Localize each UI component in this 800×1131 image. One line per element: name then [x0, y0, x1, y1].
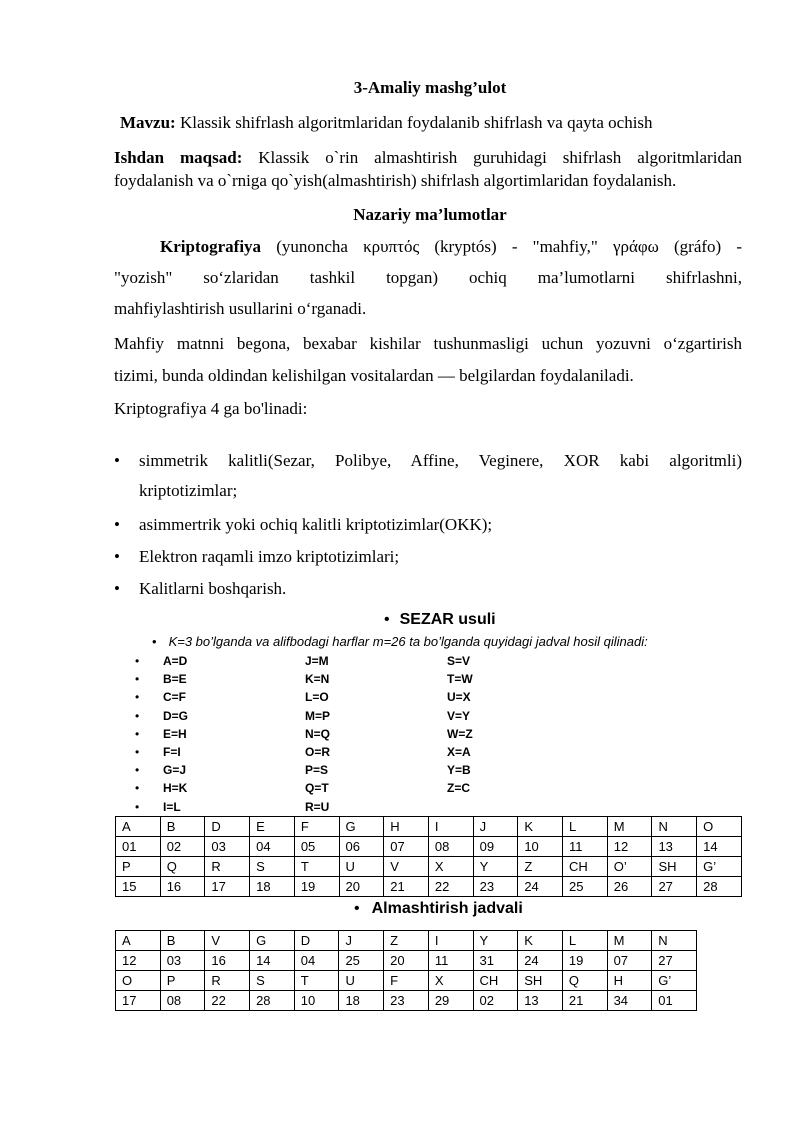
table-cell: 24: [518, 951, 563, 971]
crypto-text-1: (yunoncha κρυπτός (kryptós) - "mahfiy," γράφω (gráfo) -: [261, 237, 742, 256]
mapping-item: • E=H: [135, 726, 187, 741]
mapping-item: J=M: [305, 654, 329, 668]
alphabet-table: [115, 816, 742, 897]
mapping-item: • B=E: [135, 672, 187, 687]
table-cell: 27: [652, 877, 697, 897]
table-cell: J: [473, 817, 518, 837]
mapping-item: Q=T: [305, 781, 329, 796]
table-cell: 23: [384, 991, 429, 1011]
table-cell: 13: [652, 837, 697, 857]
mapping-item: O=R: [305, 744, 331, 759]
table-cell: 10: [518, 837, 563, 857]
table-cell: 19: [294, 877, 339, 897]
bullet-item-2: [114, 515, 493, 535]
substitution-heading-text: Almashtirish jadvali: [371, 900, 523, 917]
table-cell: A: [116, 931, 161, 951]
table-cell: E: [250, 817, 295, 837]
table-cell: 03: [205, 837, 250, 857]
goal-label: Ishdan maqsad:: [114, 148, 243, 167]
table-cell: 21: [562, 991, 607, 1011]
bullet-dot: •: [114, 579, 120, 598]
section-heading: [0, 205, 800, 225]
table-cell: 04: [294, 951, 339, 971]
bullet-text-1a: simmetrik kalitli(Sezar, Polibye, Affine, Veginere, XOR kabi algoritmli): [139, 451, 742, 470]
table-cell: S: [250, 971, 295, 991]
table-cell: O: [697, 817, 742, 837]
mapping-item: P=S: [305, 763, 329, 778]
table-cell: M: [607, 931, 652, 951]
table-cell: 28: [697, 877, 742, 897]
table-cell: 01: [652, 991, 697, 1011]
table-cell: Y: [473, 857, 518, 877]
table-row: [116, 817, 742, 837]
bullet-item-3: [114, 547, 400, 567]
table-cell: 05: [294, 837, 339, 857]
mapping-item: • G=J: [135, 763, 187, 778]
mapping-column-1: [135, 652, 188, 816]
table-cell: 12: [607, 837, 652, 857]
bullet-dot: •: [114, 515, 120, 534]
table-cell: 26: [607, 877, 652, 897]
mapping-item: N=Q: [305, 726, 331, 741]
table-cell: D: [294, 931, 339, 951]
sezar-heading-text: SEZAR usuli: [399, 611, 496, 628]
table-cell: O: [116, 971, 161, 991]
bullet-text-2: asimmertrik yoki ochiq kalitli kriptotizimlar(OKK);: [139, 515, 493, 534]
table-cell: H: [607, 971, 652, 991]
crypto-term: Kriptografiya: [160, 237, 262, 256]
mapping-item: L=O: [305, 690, 329, 705]
table-cell: CH: [563, 857, 608, 877]
table-cell: 31: [473, 951, 518, 971]
table-cell: K: [518, 931, 563, 951]
table-cell: 12: [116, 951, 161, 971]
table-row: [116, 991, 697, 1011]
topic-label: Mavzu:: [120, 113, 176, 132]
table-row: [116, 931, 697, 951]
table-cell: B: [160, 931, 205, 951]
table-row: [116, 837, 742, 857]
table-cell: X: [428, 857, 473, 877]
bullet-dot: •: [114, 547, 120, 566]
table-cell: 04: [250, 837, 295, 857]
table-cell: 01: [116, 837, 161, 857]
table-cell: V: [384, 857, 429, 877]
mapping-item: K=N: [305, 672, 330, 687]
mapping-item: X=A: [447, 744, 471, 759]
topic-line: [120, 113, 653, 133]
table-cell: V: [205, 931, 250, 951]
table-cell: 09: [473, 837, 518, 857]
table-cell: 07: [384, 837, 429, 857]
table-cell: 22: [428, 877, 473, 897]
crypto-line-2: "yozish" so‘zlaridan tashkil topgan) ochiq ma’lumotlarni shifrlashni,: [114, 268, 742, 287]
table-cell: 17: [116, 991, 161, 1011]
table-cell: 24: [518, 877, 563, 897]
table-cell: 16: [205, 951, 250, 971]
table-cell: 10: [294, 991, 339, 1011]
table-cell: 18: [339, 991, 384, 1011]
table-row: [116, 857, 742, 877]
mapping-item: • D=G: [135, 708, 189, 723]
mapping-item: Z=C: [447, 781, 471, 796]
mapping-item: Y=B: [447, 763, 471, 778]
table-cell: T: [294, 971, 339, 991]
mapping-column-3: [447, 652, 473, 798]
table-cell: K: [518, 817, 563, 837]
bullet-dot: •: [354, 900, 360, 917]
sezar-heading: [384, 611, 496, 629]
table-cell: G’: [652, 971, 697, 991]
table-cell: H: [384, 817, 429, 837]
table-cell: Q: [562, 971, 607, 991]
substitution-table: [115, 930, 697, 1011]
table-cell: L: [563, 817, 608, 837]
table-cell: CH: [473, 971, 518, 991]
table-cell: F: [294, 817, 339, 837]
table-cell: T: [294, 857, 339, 877]
table-cell: F: [384, 971, 429, 991]
mapping-item: • H=K: [135, 781, 188, 796]
table-cell: 06: [339, 837, 384, 857]
table-cell: 11: [563, 837, 608, 857]
table-cell: 02: [473, 991, 518, 1011]
table-cell: U: [339, 971, 384, 991]
bullet-dot: •: [152, 634, 157, 649]
table-cell: 08: [428, 837, 473, 857]
table-cell: P: [160, 971, 205, 991]
table-cell: Z: [384, 931, 429, 951]
bullet-item-4: [114, 579, 287, 599]
table-cell: 20: [384, 951, 429, 971]
table-cell: SH: [518, 971, 563, 991]
bullet-text-1b: kriptotizimlar;: [139, 481, 238, 500]
table-cell: 34: [607, 991, 652, 1011]
table-cell: 13: [518, 991, 563, 1011]
mapping-column-2: [305, 652, 330, 816]
mapping-item: • F=I: [135, 744, 181, 759]
table-cell: G: [250, 931, 295, 951]
goal-line-1: [114, 148, 742, 168]
table-cell: 03: [160, 951, 205, 971]
section-heading-text: Nazariy ma’lumotlar: [353, 205, 507, 224]
mapping-item: • C=F: [135, 690, 187, 705]
table-cell: 21: [384, 877, 429, 897]
para3: Kriptografiya 4 ga bo'linadi:: [114, 399, 308, 418]
table-cell: B: [160, 817, 205, 837]
table-cell: Y: [473, 931, 518, 951]
substitution-heading: [354, 900, 523, 918]
table-row: [116, 971, 697, 991]
para2-line-1: Mahfiy matnni begona, bexabar kishilar tushunmasligi uchun yozuvni o‘zgartirish: [114, 334, 742, 353]
goal-line-2: foydalanish va o`rniga qo`yish(almashtirish) shifrlash algortimlaridan foydalanish.: [114, 171, 677, 190]
bullet-dot: •: [384, 611, 390, 628]
table-row: [116, 877, 742, 897]
table-cell: SH: [652, 857, 697, 877]
table-cell: 28: [250, 991, 295, 1011]
page-title-text: 3-Amaliy mashg’ulot: [353, 78, 507, 97]
table-cell: 07: [607, 951, 652, 971]
mapping-item: M=P: [305, 708, 331, 723]
bullet-dot: •: [114, 451, 120, 470]
table-cell: 18: [250, 877, 295, 897]
sezar-note: [152, 634, 648, 649]
table-cell: O’: [607, 857, 652, 877]
topic-text: Klassik shifrlash algoritmlaridan foydalanib shifrlash va qayta ochish: [175, 113, 653, 132]
table-cell: 14: [697, 837, 742, 857]
table-cell: R: [205, 971, 250, 991]
table-cell: D: [205, 817, 250, 837]
mapping-item: T=W: [447, 672, 473, 687]
table-cell: 20: [339, 877, 384, 897]
table-cell: S: [250, 857, 295, 877]
mapping-item: S=V: [447, 654, 471, 668]
table-cell: 08: [160, 991, 205, 1011]
table-cell: Z: [518, 857, 563, 877]
sezar-note-text: K=3 bo’lganda va alifbodagi harflar m=26 ta bo’lganda quyidagi jadval hosil qilinadi:: [168, 634, 648, 649]
table-cell: 11: [428, 951, 473, 971]
table-cell: 22: [205, 991, 250, 1011]
table-cell: 23: [473, 877, 518, 897]
bullet-item-1: [114, 451, 742, 501]
page-title: [0, 78, 800, 98]
table-cell: N: [652, 931, 697, 951]
table-cell: 19: [562, 951, 607, 971]
table-cell: 14: [250, 951, 295, 971]
table-cell: Q: [160, 857, 205, 877]
mapping-item: • I=L: [135, 799, 181, 814]
table-cell: 02: [160, 837, 205, 857]
table-cell: X: [428, 971, 473, 991]
mapping-item: R=U: [305, 799, 330, 814]
bullet-text-4: Kalitlarni boshqarish.: [139, 579, 287, 598]
table-cell: L: [562, 931, 607, 951]
table-cell: U: [339, 857, 384, 877]
table-cell: A: [116, 817, 161, 837]
table-row: [116, 951, 697, 971]
table-cell: I: [428, 931, 473, 951]
table-cell: 25: [563, 877, 608, 897]
mapping-item: W=Z: [447, 726, 473, 741]
table-cell: 25: [339, 951, 384, 971]
table-cell: 17: [205, 877, 250, 897]
table-cell: P: [116, 857, 161, 877]
mapping-item: V=Y: [447, 708, 471, 723]
table-cell: 29: [428, 991, 473, 1011]
table-cell: 27: [652, 951, 697, 971]
goal-text-1: Klassik o`rin almashtirish guruhidagi shifrlash algoritmlaridan: [242, 148, 742, 167]
mapping-item: • A=D: [135, 654, 188, 668]
table-cell: I: [428, 817, 473, 837]
crypto-line-1: [160, 237, 742, 257]
table-cell: 16: [160, 877, 205, 897]
crypto-line-3: mahfiylashtirish usullarini o‘rganadi.: [114, 299, 367, 318]
table-cell: N: [652, 817, 697, 837]
table-cell: J: [339, 931, 384, 951]
table-cell: G: [339, 817, 384, 837]
table-cell: R: [205, 857, 250, 877]
table-cell: M: [607, 817, 652, 837]
table-cell: G’: [697, 857, 742, 877]
mapping-item: U=X: [447, 690, 471, 705]
para2-line-2: tizimi, bunda oldindan kelishilgan vositalardan — belgilardan foydalaniladi.: [114, 366, 634, 385]
bullet-text-3: Elektron raqamli imzo kriptotizimlari;: [139, 547, 400, 566]
table-cell: 15: [116, 877, 161, 897]
